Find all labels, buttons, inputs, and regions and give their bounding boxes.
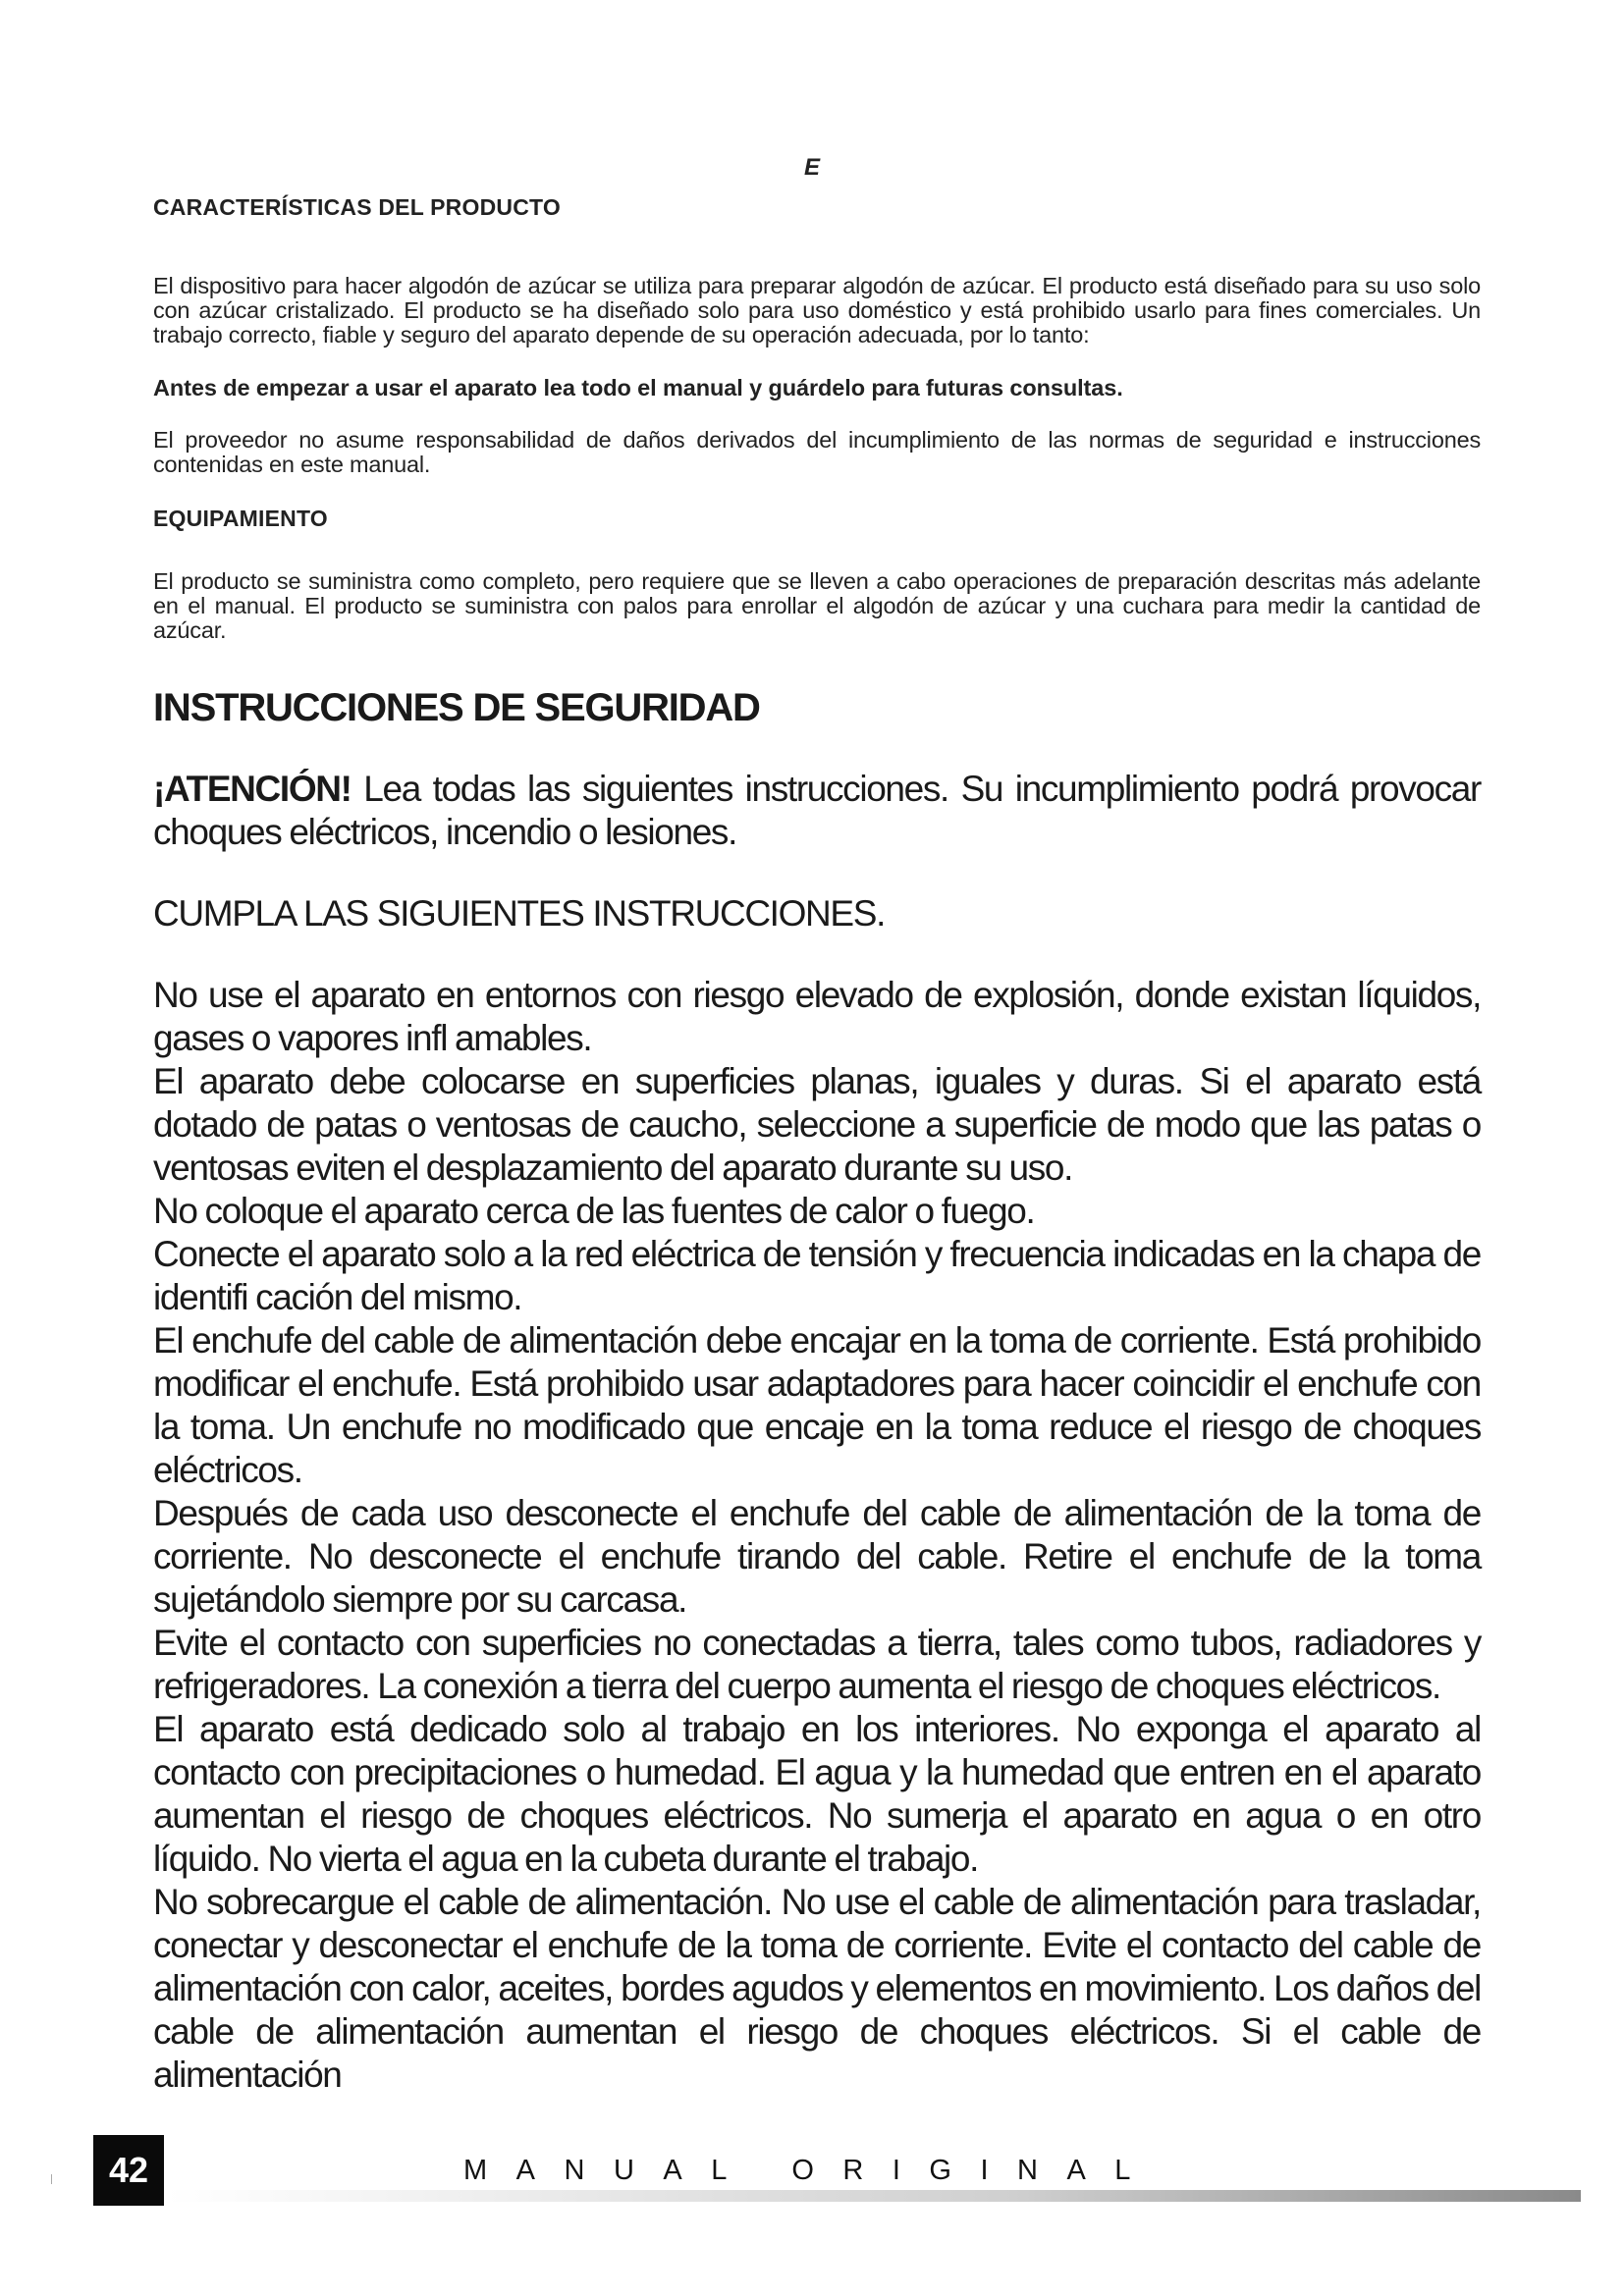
safety-instruction-item: No sobrecargue el cable de alimentación. No use el cable de alimentación para trasladar, conectar y desconectar el enchufe de la toma de corriente. Evite el contacto del cable de alimentación con calor, aceites, bordes agudos y elementos en movimiento. Los daños del cable de alimentación aumentan el riesgo de choques eléctricos. Si el cable de alimentación [153, 1882, 1481, 2095]
safety-instruction-item: Evite el contacto con superficies no conectadas a tierra, tales como tubos, radiadores y refrigeradores. La conexión a tierra del cuerpo aumenta el riesgo de choques eléctricos. [153, 1623, 1481, 1706]
safety-instruction-item: El enchufe del cable de alimentación debe encajar en la toma de corriente. Está prohibido modificar el enchufe. Está prohibido usar adaptadores para hacer coincidir el enchufe con la toma. Un enchufe no modificado que encaje en la toma reduce el riesgo de choques eléctricos. [153, 1320, 1481, 1490]
product-features-paragraph: El dispositivo para hacer algodón de azúcar se utiliza para preparar algodón de azúcar. El producto está diseñado para su uso solo con azúcar cristalizado. El producto se ha diseñado solo para uso doméstico y está prohibido usarlo para fines comerciales. Un trabajo correcto, fiable y seguro del aparato depende de su operación adecuada, por lo tanto: [153, 273, 1481, 347]
footer-manual-label: MANUAL ORIGINAL [463, 2155, 1160, 2186]
liability-paragraph: El proveedor no asume responsabilidad de daños derivados del incumplimiento de las normas de seguridad e instrucciones contenidas en este manual. [153, 427, 1481, 477]
margin-tick [51, 2174, 52, 2184]
document-body [153, 194, 1481, 2097]
page-number: 42 [93, 2135, 164, 2206]
safety-instruction-item: Después de cada uso desconecte el enchufe del cable de alimentación de la toma de corriente. No desconecte el enchufe tirando del cable. Retire el enchufe de la toma sujetándolo siempre por su carcasa. [153, 1493, 1481, 1620]
safety-instruction-item: No use el aparato en entornos con riesgo elevado de explosión, donde existan líquidos, gases o vapores infl amables. [153, 975, 1481, 1058]
attention-label: ¡ATENCIÓN! [153, 769, 352, 809]
read-manual-note: Antes de empezar a usar el aparato lea todo el manual y guárdelo para futuras consultas. [153, 375, 1123, 400]
attention-paragraph [153, 768, 1481, 854]
safety-instruction-item: No coloque el aparato cerca de las fuentes de calor o fuego. [153, 1191, 1035, 1231]
equipment-heading: EQUIPAMIENTO [153, 506, 328, 531]
equipment-paragraph: El producto se suministra como completo, pero requiere que se lleven a cabo operaciones de preparación descritas más adelante en el manual. El producto se suministra con palos para enrollar el algodón de azúcar y una cuchara para medir la cantidad de azúcar. [153, 568, 1481, 643]
safety-instruction-item: Conecte el aparato solo a la red eléctrica de tensión y frecuencia indicadas en la chapa de identifi cación del mismo. [153, 1234, 1481, 1317]
safety-instruction-item: El aparato debe colocarse en superficies planas, iguales y duras. Si el aparato está dotado de patas o ventosas de caucho, seleccione a superficie de modo que las patas o ventosas eviten el desplazamiento del aparato durante su uso. [153, 1061, 1481, 1188]
safety-instruction-item: El aparato está dedicado solo al trabajo en los interiores. No exponga el aparato al contacto con precipitaciones o humedad. El agua y la humedad que entren en el aparato aumentan el riesgo de choques eléctricos. No sumerja el aparato en agua o en otro líquido. No vierta el agua en la cubeta durante el trabajo. [153, 1709, 1481, 1879]
comply-heading: CUMPLA LAS SIGUIENTES INSTRUCCIONES. [153, 893, 886, 934]
footer-gradient-bar [167, 2190, 1581, 2202]
safety-instructions-list [153, 974, 1481, 2097]
attention-text: Lea todas las siguientes instrucciones. Su incumplimiento podrá provocar choques eléctricos, incendio o lesiones. [153, 769, 1481, 852]
language-marker: E [803, 154, 820, 181]
product-features-heading: CARACTERÍSTICAS DEL PRODUCTO [153, 194, 561, 220]
safety-heading: INSTRUCCIONES DE SEGURIDAD [153, 686, 760, 729]
